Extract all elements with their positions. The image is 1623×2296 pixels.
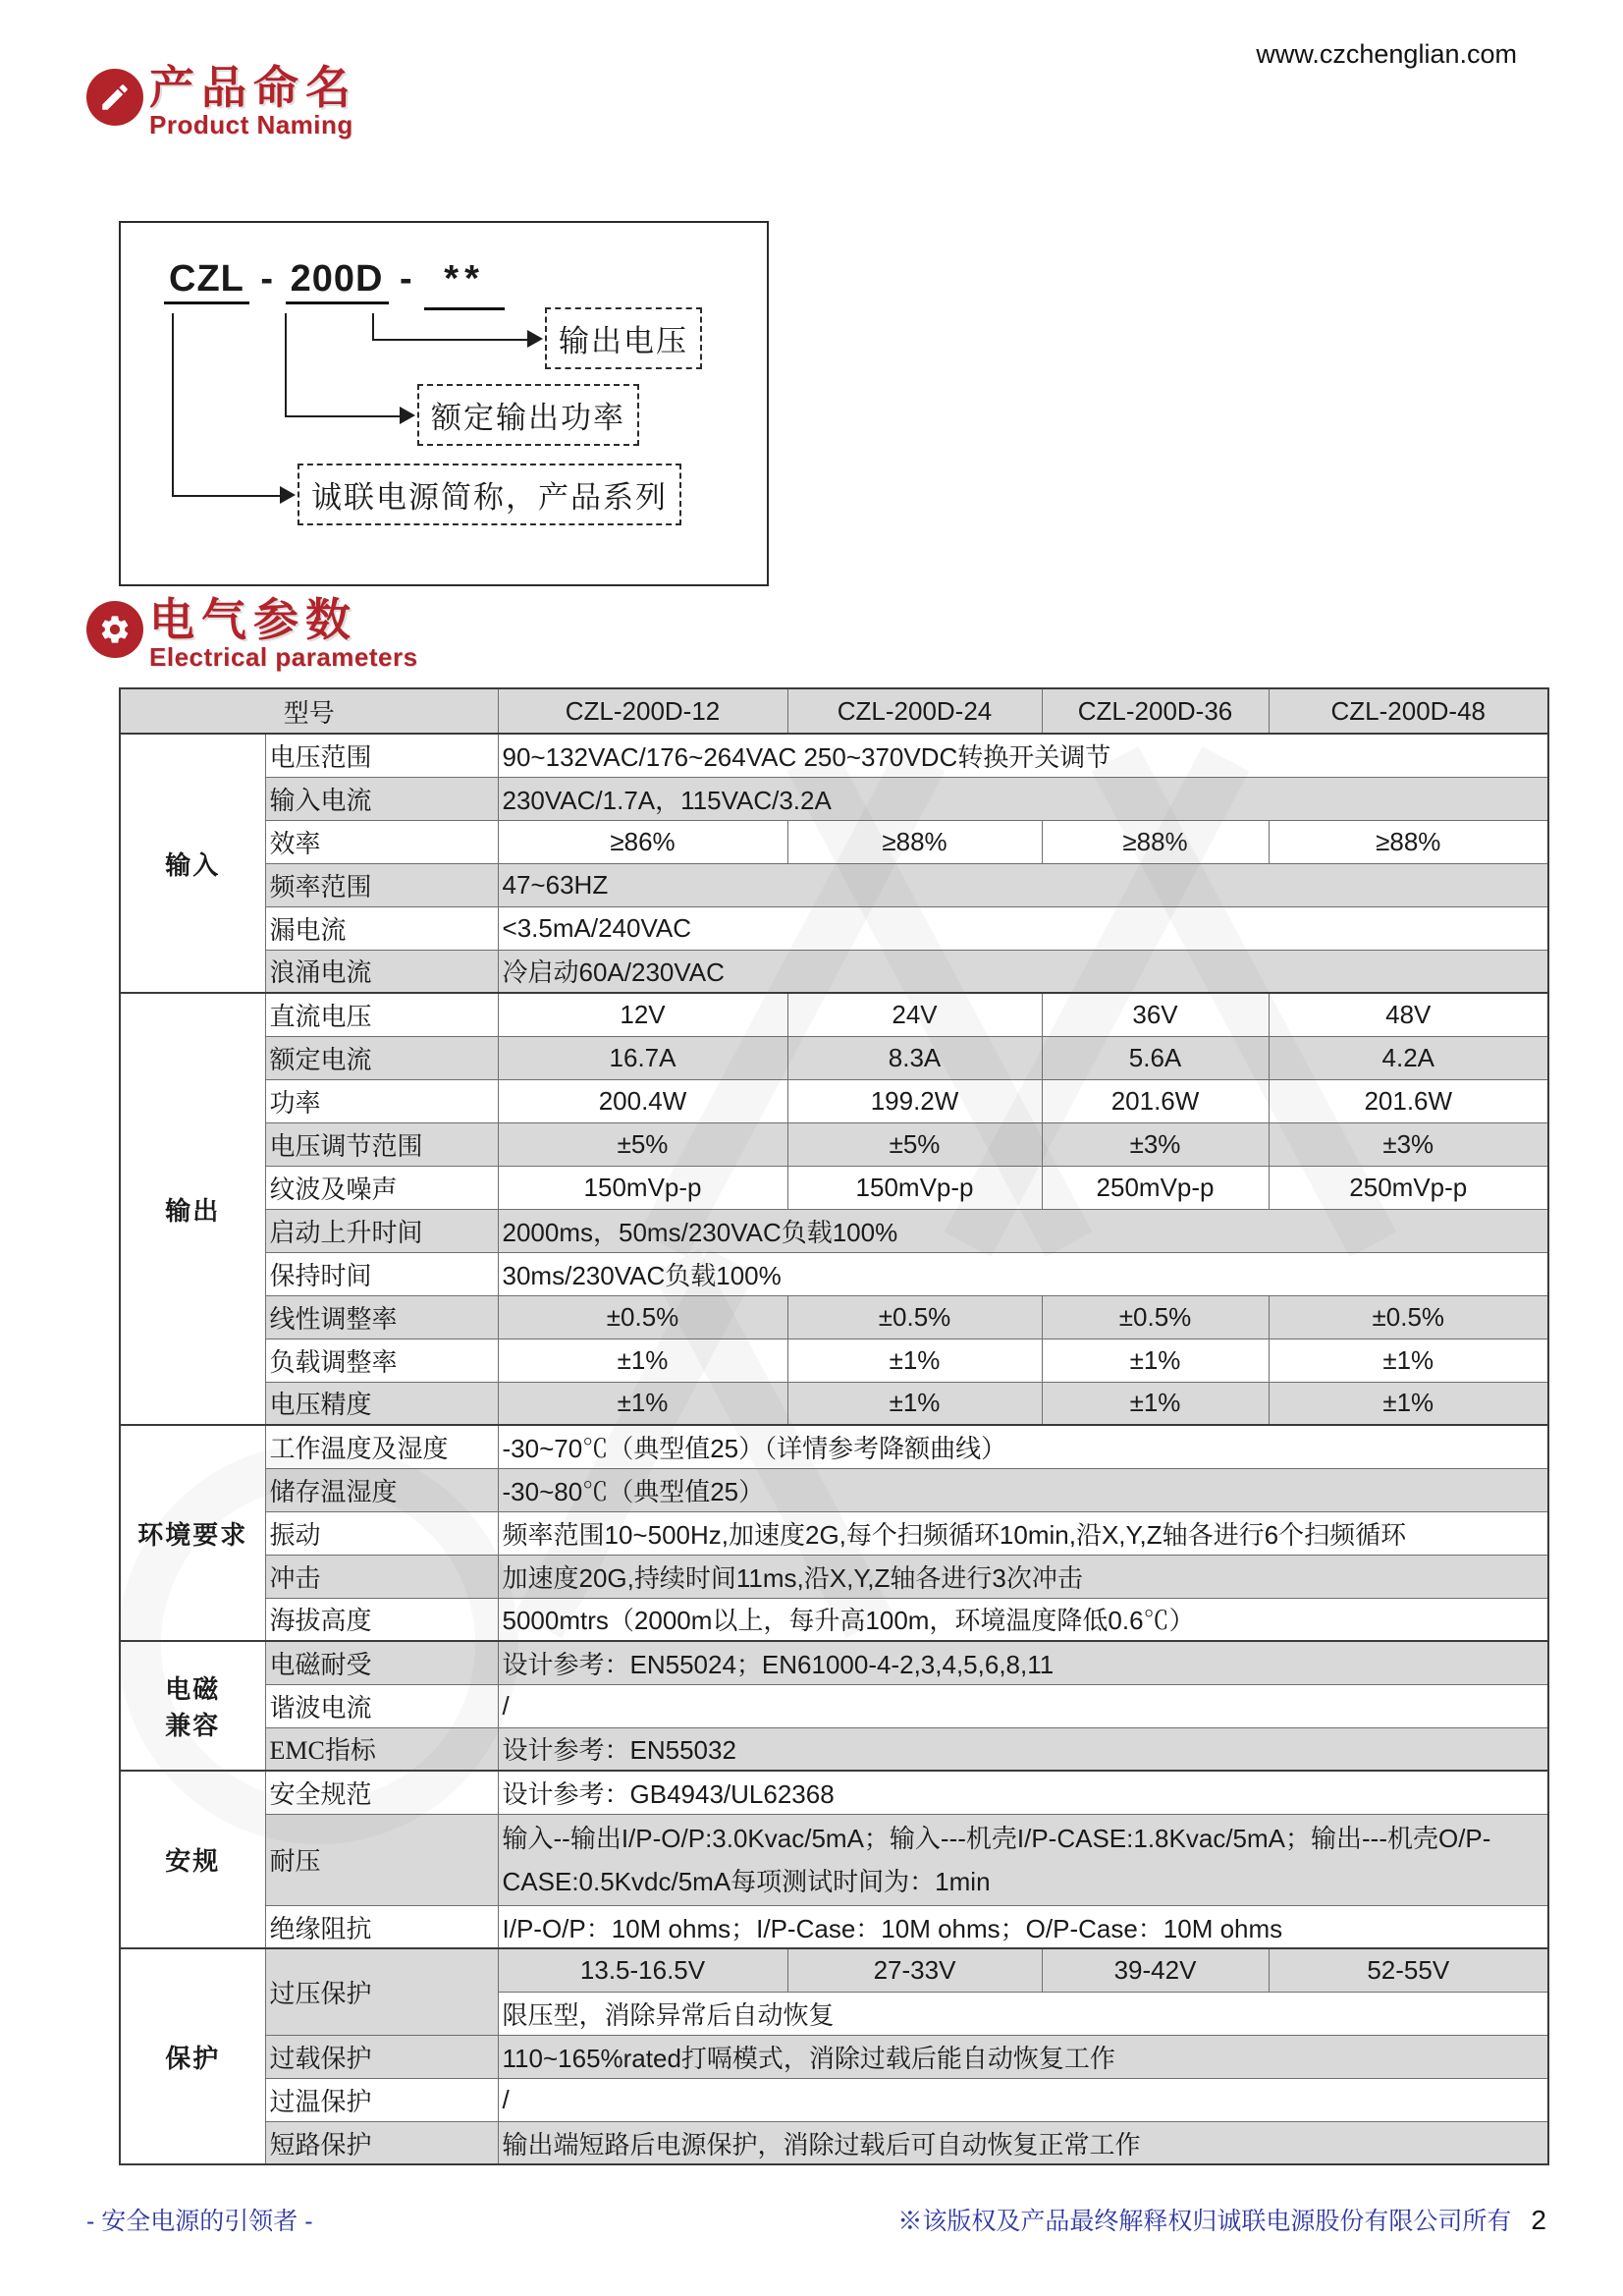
value-cell: ±1%: [498, 1382, 787, 1425]
params-title-en: Electrical parameters: [149, 642, 418, 672]
param-cell: 浪涌电流: [265, 950, 498, 993]
value-cell: ±1%: [1269, 1339, 1548, 1382]
row-freq-range: [120, 863, 1548, 906]
value-cell: 150mVp-p: [787, 1166, 1042, 1209]
value-cell: 12V: [498, 993, 787, 1036]
value-cell: 冷启动60A/230VAC: [498, 950, 1548, 993]
row-leakage: [120, 906, 1548, 950]
row-efficiency: [120, 820, 1548, 863]
row-power: [120, 1079, 1548, 1122]
row-input-current: [120, 777, 1548, 820]
section-label-input: 输入: [120, 734, 265, 993]
value-cell: 30ms/230VAC负载100%: [498, 1252, 1548, 1295]
value-cell: ±5%: [498, 1122, 787, 1166]
row-scp: [120, 2121, 1548, 2164]
section-label-safety: 安规: [120, 1771, 265, 1948]
value-cell: 36V: [1042, 993, 1269, 1036]
value-cell: 201.6W: [1269, 1079, 1548, 1122]
connector-rated-power: [285, 313, 404, 417]
section-label-output: 输出: [120, 993, 265, 1425]
value-cell: 8.3A: [787, 1036, 1042, 1079]
electrical-params-header: [86, 594, 418, 672]
param-cell: 过压保护: [265, 1948, 498, 2035]
label-rated-power: 额定输出功率: [417, 384, 639, 446]
value-cell: ≥88%: [1269, 820, 1548, 863]
model-suffix: **: [424, 258, 505, 310]
value-cell: ±1%: [787, 1382, 1042, 1425]
param-cell: 负载调整率: [265, 1339, 498, 1382]
row-altitude: [120, 1598, 1548, 1641]
spec-table-wrap: [119, 687, 1547, 2165]
param-cell: 工作温度及湿度: [265, 1425, 498, 1468]
value-cell: <3.5mA/240VAC: [498, 906, 1548, 950]
param-cell: 电压范围: [265, 734, 498, 777]
row-immunity: [120, 1641, 1548, 1684]
value-cell: 90~132VAC/176~264VAC 250~370VDC转换开关调节: [498, 734, 1548, 777]
value-cell: 设计参考：EN55024；EN61000-4-2,3,4,5,6,8,11: [498, 1641, 1548, 1684]
product-naming-header: [86, 62, 357, 139]
value-cell: ±0.5%: [1042, 1295, 1269, 1339]
value-cell: -30~70℃（典型值25）（详情参考降额曲线）: [498, 1425, 1548, 1468]
gear-icon: [86, 601, 143, 658]
value-cell: 250mVp-p: [1269, 1166, 1548, 1209]
value-cell: ≥88%: [1042, 820, 1269, 863]
table-header-row: [120, 688, 1548, 734]
row-otp: [120, 2078, 1548, 2121]
value-cell: 16.7A: [498, 1036, 787, 1079]
model-power: 200D: [286, 258, 389, 304]
param-cell: EMC指标: [265, 1727, 498, 1771]
value-cell: ±1%: [1042, 1382, 1269, 1425]
value-cell: 201.6W: [1042, 1079, 1269, 1122]
value-cell: 199.2W: [787, 1079, 1042, 1122]
row-work-temp: [120, 1425, 1548, 1468]
param-cell: 启动上升时间: [265, 1209, 498, 1252]
arrow-icon: [280, 486, 296, 504]
param-cell: 漏电流: [265, 906, 498, 950]
param-cell: 额定电流: [265, 1036, 498, 1079]
param-cell: 海拔高度: [265, 1598, 498, 1641]
naming-title-en: Product Naming: [149, 110, 353, 139]
label-series: 诚联电源简称，产品系列: [298, 464, 681, 525]
value-cell: 110~165%rated打嗝模式，消除过载后能自动恢复工作: [498, 2035, 1548, 2078]
param-cell: 过载保护: [265, 2035, 498, 2078]
value-cell: ≥86%: [498, 820, 787, 863]
row-safety-std: [120, 1771, 1548, 1814]
param-cell: 电磁耐受: [265, 1641, 498, 1684]
value-cell: 150mVp-p: [498, 1166, 787, 1209]
row-dc-voltage: [120, 993, 1548, 1036]
row-rise-time: [120, 1209, 1548, 1252]
spec-table: [119, 687, 1549, 2165]
row-withstand: [120, 1814, 1548, 1905]
model-cell: CZL-200D-24: [787, 688, 1042, 734]
value-cell: 200.4W: [498, 1079, 787, 1122]
model-cell: CZL-200D-36: [1042, 688, 1269, 734]
model-cell: CZL-200D-12: [498, 688, 787, 734]
footer-copyright-wrap: [897, 2202, 1546, 2237]
row-insulation: [120, 1905, 1548, 1948]
row-shock: [120, 1555, 1548, 1598]
value-cell: ±1%: [1269, 1382, 1548, 1425]
row-load-reg: [120, 1339, 1548, 1382]
emc-label-line2: 兼容: [165, 1712, 221, 1740]
dash: -: [388, 258, 425, 300]
row-voltage-range: [120, 734, 1548, 777]
row-storage-temp: [120, 1468, 1548, 1511]
value-cell: 48V: [1269, 993, 1548, 1036]
params-title-cn: 电气参数: [149, 594, 357, 645]
row-line-reg: [120, 1295, 1548, 1339]
row-emc-index: [120, 1727, 1548, 1771]
row-inrush: [120, 950, 1548, 993]
param-cell: 直流电压: [265, 993, 498, 1036]
value-cell: 频率范围10~500Hz,加速度2G,每个扫频循环10min,沿X,Y,Z轴各进行6个扫频循环: [498, 1511, 1548, 1555]
param-cell: 纹波及噪声: [265, 1166, 498, 1209]
row-voltage-acc: [120, 1382, 1548, 1425]
param-cell: 功率: [265, 1079, 498, 1122]
arrow-icon: [400, 407, 415, 424]
value-cell: 4.2A: [1269, 1036, 1548, 1079]
value-cell: ≥88%: [787, 820, 1042, 863]
row-hold-time: [120, 1252, 1548, 1295]
model-label-cell: 型号: [120, 688, 498, 734]
value-cell: 设计参考：GB4943/UL62368: [498, 1771, 1548, 1814]
pencil-icon: [86, 69, 143, 126]
value-cell: 5000mtrs（2000m以上，每升高100m，环境温度降低0.6℃）: [498, 1598, 1548, 1641]
arrow-icon: [527, 330, 543, 348]
value-cell: 加速度20G,持续时间11ms,沿X,Y,Z轴各进行3次冲击: [498, 1555, 1548, 1598]
param-cell: 保持时间: [265, 1252, 498, 1295]
param-cell: 冲击: [265, 1555, 498, 1598]
param-cell: 谐波电流: [265, 1684, 498, 1727]
value-cell: 52-55V: [1269, 1948, 1548, 1992]
section-label-env: 环境要求: [120, 1425, 265, 1641]
model-prefix: CZL: [164, 258, 249, 304]
param-cell: 电压精度: [265, 1382, 498, 1425]
param-cell: 频率范围: [265, 863, 498, 906]
value-cell: ±5%: [787, 1122, 1042, 1166]
naming-title-cn: 产品命名: [149, 62, 357, 113]
value-cell: 限压型，消除异常后自动恢复: [498, 1992, 1548, 2035]
section-label-protection: 保护: [120, 1948, 265, 2164]
emc-label-line1: 电磁: [165, 1675, 221, 1704]
value-cell: 27-33V: [787, 1948, 1042, 1992]
param-cell: 振动: [265, 1511, 498, 1555]
row-olp: [120, 2035, 1548, 2078]
param-cell: 储存温湿度: [265, 1468, 498, 1511]
dash: -: [248, 258, 286, 300]
row-ripple: [120, 1166, 1548, 1209]
param-cell: 电压调节范围: [265, 1122, 498, 1166]
website-url: www.czchenglian.com: [1256, 39, 1517, 69]
value-cell: 24V: [787, 993, 1042, 1036]
value-cell: 13.5-16.5V: [498, 1948, 787, 1992]
footer-copyright: ※该版权及产品最终解释权归诚联电源股份有限公司所有: [897, 2208, 1512, 2235]
param-cell: 绝缘阻抗: [265, 1905, 498, 1948]
value-cell: 39-42V: [1042, 1948, 1269, 1992]
model-cell: CZL-200D-48: [1269, 688, 1548, 734]
row-ovp-values: [120, 1948, 1548, 1992]
value-cell: 输出端短路后电源保护，消除过载后可自动恢复正常工作: [498, 2121, 1548, 2164]
label-output-voltage: 输出电压: [545, 307, 702, 369]
value-cell: ±0.5%: [498, 1295, 787, 1339]
param-cell: 线性调整率: [265, 1295, 498, 1339]
param-cell: 耐压: [265, 1814, 498, 1905]
value-cell: 250mVp-p: [1042, 1166, 1269, 1209]
value-cell: 5.6A: [1042, 1036, 1269, 1079]
value-cell: ±1%: [1042, 1339, 1269, 1382]
value-cell: /: [498, 1684, 1548, 1727]
value-cell: /: [498, 2078, 1548, 2121]
row-harmonic: [120, 1684, 1548, 1727]
param-cell: 短路保护: [265, 2121, 498, 2164]
value-cell: ±0.5%: [1269, 1295, 1548, 1339]
row-vibration: [120, 1511, 1548, 1555]
value-cell: ±3%: [1042, 1122, 1269, 1166]
param-cell: 效率: [265, 820, 498, 863]
param-cell: 输入电流: [265, 777, 498, 820]
value-cell: 47~63HZ: [498, 863, 1548, 906]
page-number: 2: [1531, 2205, 1546, 2235]
value-cell: ±1%: [787, 1339, 1042, 1382]
value-cell: I/P-O/P：10M ohms；I/P-Case：10M ohms；O/P-Case：10M ohms: [498, 1905, 1548, 1948]
value-cell: 输入--输出I/P-O/P:3.0Kvac/5mA；输入---机壳I/P-CASE:1.8Kvac/5mA；输出---机壳O/P-CASE:0.5Kvdc/5mA每项测试时间为：1min: [498, 1814, 1548, 1905]
value-cell: 2000ms，50ms/230VAC负载100%: [498, 1209, 1548, 1252]
section-label-emc: [120, 1641, 265, 1771]
row-voltage-adj: [120, 1122, 1548, 1166]
value-cell: ±1%: [498, 1339, 787, 1382]
value-cell: ±0.5%: [787, 1295, 1042, 1339]
value-cell: 230VAC/1.7A，115VAC/3.2A: [498, 777, 1548, 820]
naming-diagram: [119, 221, 769, 586]
row-rated-current: [120, 1036, 1548, 1079]
param-cell: 安全规范: [265, 1771, 498, 1814]
model-code: [164, 258, 505, 301]
value-cell: ±3%: [1269, 1122, 1548, 1166]
value-cell: 设计参考：EN55032: [498, 1727, 1548, 1771]
param-cell: 过温保护: [265, 2078, 498, 2121]
value-cell: -30~80℃（典型值25）: [498, 1468, 1548, 1511]
connector-series: [172, 313, 284, 497]
footer-slogan: - 安全电源的引领者 -: [86, 2208, 313, 2235]
